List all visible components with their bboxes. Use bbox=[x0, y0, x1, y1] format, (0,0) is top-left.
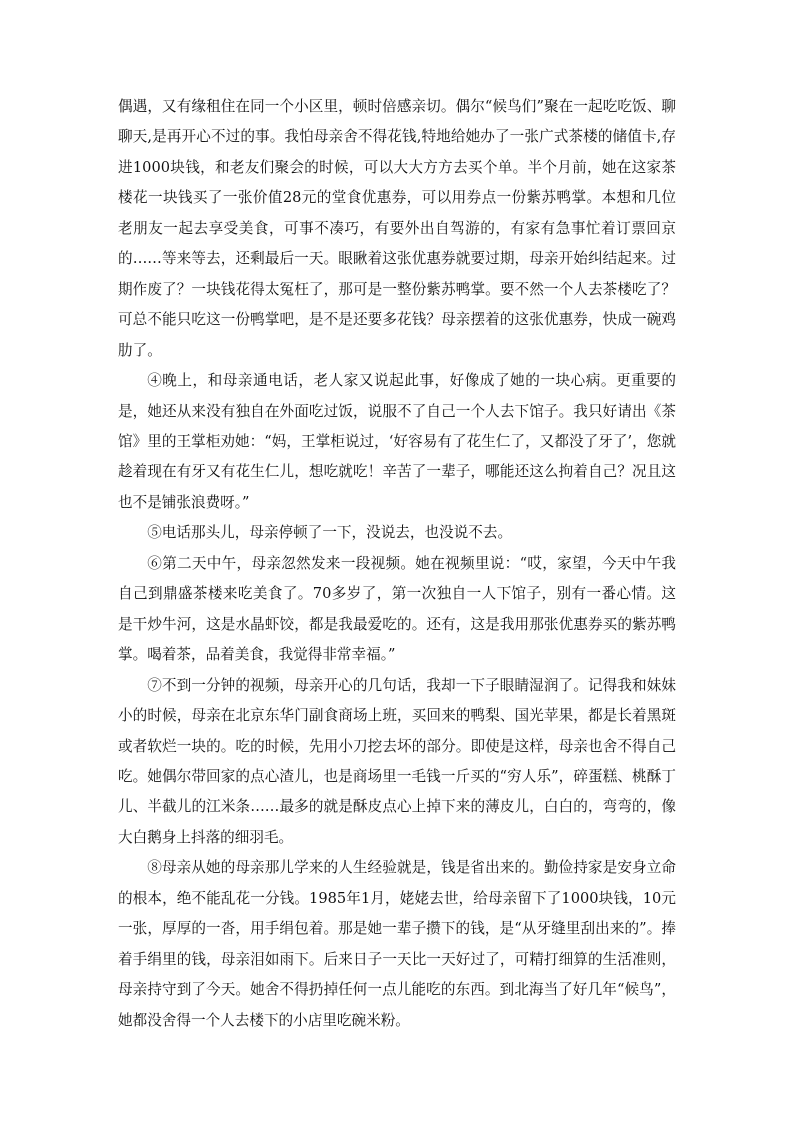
paragraph-8: ⑧母亲从她的母亲那儿学来的人生经验就是，钱是省出来的。勤俭持家是安身立命的根本，绝不能乱花一分钱。1985年1月，姥姥去世，给母亲留下了1000块钱，10元一张，厚厚的一沓，用手绢包着。那是她一辈子攒下的钱，是“从牙缝里刮出来的”。捧着手绢里的钱，母亲泪如雨下。后来日子一天比一天好过了，可精打细算的生活准则，母亲持守到了今天。她舍不得扔掉任何一点儿能吃的东西。到北海当了好几年“候鸟”，她都没舍得一个人去楼下的小店里吃碗米粉。 bbox=[118, 859, 676, 1029]
article-body bbox=[118, 92, 676, 1036]
paragraph-7: ⑦不到一分钟的视频，母亲开心的几句话，我却一下子眼睛湿润了。记得我和妹妹小的时候，母亲在北京东华门副食商场上班，买回来的鸭梨、国光苹果，都是长着黑斑或者软烂一块的。吃的时候，先用小刀挖去坏的部分。即使是这样，母亲也舍不得自己吃。她偶尔带回家的点心渣儿，也是商场里一毛钱一斤买的“穷人乐”，碎蛋糕、桃酥丁儿、半截儿的江米条……最多的就是酥皮点心上掉下来的薄皮儿，白白的，弯弯的，像大白鹅身上抖落的细羽毛。 bbox=[118, 676, 676, 846]
paragraph-4: ④晚上，和母亲通电话，老人家又说起此事，好像成了她的一块心病。更重要的是，她还从来没有独自在外面吃过饭，说服不了自己一个人去下馆子。我只好请出《茶馆》里的王掌柜劝她：“妈，王掌柜说过，‘好容易有了花生仁了，又都没了牙了’，您就趁着现在有牙又有花生仁儿，想吃就吃！辛苦了一辈子，哪能还这么拘着自己？况且这也不是铺张浪费呀。” bbox=[118, 372, 676, 511]
paragraph-5: ⑤电话那头儿，母亲停顿了一下，没说去，也没说不去。 bbox=[147, 524, 513, 542]
paragraph-6: ⑥第二天中午，母亲忽然发来一段视频。她在视频里说：“哎，家望，今天中午我自己到鼎盛茶楼来吃美食了。70多岁了，第一次独自一人下馆子，别有一番心情。这是干炒牛河，这是水晶虾饺，都是我最爱吃的。还有，这是我用那张优惠券买的紫苏鸭掌。喝着茶，品着美食，我觉得非常幸福。” bbox=[118, 554, 676, 664]
paragraph-continued: 偶遇，又有缘租住在同一个小区里，顿时倍感亲切。偶尔“候鸟们”聚在一起吃吃饭、聊聊天,是再开心不过的事。我怕母亲舍不得花钱,特地给她办了一张广式茶楼的储值卡,存进1000块钱，和老友们聚会的时候，可以大大方方去买个单。半个月前，她在这家茶楼花一块钱买了一张价值28元的堂食优惠券，可以用券点一份紫苏鸭掌。本想和几位老朋友一起去享受美食，可事不凑巧，有要外出自驾游的，有家有急事忙着订票回京的……等来等去，还剩最后一天。眼瞅着这张优惠券就要过期，母亲开始纠结起来。过期作废了？一块钱花得太冤枉了，那可是一整份紫苏鸭掌。要不然一个人去茶楼吃了？可总不能只吃这一份鸭掌吧，是不是还要多花钱？母亲摆着的这张优惠券，快成一碗鸡肋了。 bbox=[118, 98, 676, 359]
